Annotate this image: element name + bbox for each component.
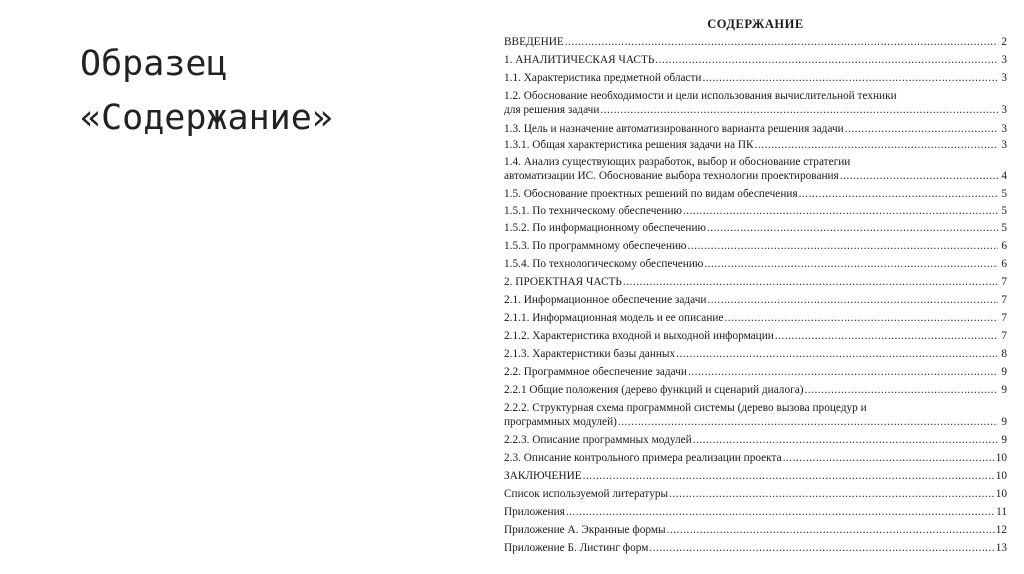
toc-page-number: 3 xyxy=(1001,123,1007,135)
toc-leader-dots xyxy=(618,415,998,429)
slide-title xyxy=(80,37,480,145)
toc-entry xyxy=(504,71,1007,85)
toc-entry xyxy=(504,275,1007,289)
toc-page-number: 4 xyxy=(1001,170,1007,182)
toc-entry-text: ВВЕДЕНИЕ xyxy=(504,36,564,48)
toc-entry-text: Список используемой литературы xyxy=(504,488,669,500)
toc-entry xyxy=(504,469,1007,483)
toc-page-number: 3 xyxy=(1001,72,1007,84)
toc-page-number: 7 xyxy=(1001,276,1007,288)
toc-page-number: 13 xyxy=(995,542,1007,554)
toc-entry xyxy=(504,505,1007,519)
toc-leader-dots xyxy=(676,347,998,361)
toc-page-number: 6 xyxy=(1001,240,1007,252)
toc-entry-text: 2.3. Описание контрольного примера реализации проекта xyxy=(504,452,782,464)
toc-leader-dots xyxy=(845,122,998,136)
toc-page-number: 7 xyxy=(1001,330,1007,342)
toc-page-number: 6 xyxy=(1001,258,1007,270)
toc-leader-dots xyxy=(840,169,998,183)
toc-entry-text: 2.2.3. Описание программных модулей xyxy=(504,434,692,446)
toc-leader-dots xyxy=(775,329,998,343)
toc-page-number: 10 xyxy=(995,488,1007,500)
toc-entry-text: 2.1.3. Характеристики базы данных xyxy=(504,348,676,360)
toc-leader-dots xyxy=(683,204,998,218)
toc-entry-text-line-1: 2.2.2. Структурная схема программной системы (дерево вызова процедур и xyxy=(504,402,867,414)
toc-entry xyxy=(504,311,1007,325)
toc-entry xyxy=(504,433,1007,447)
toc-page-number: 3 xyxy=(1001,54,1007,66)
toc-entry-text: 1. АНАЛИТИЧЕСКАЯ ЧАСТЬ xyxy=(504,54,655,66)
toc-entry xyxy=(504,89,1007,117)
slide-title-line-1: Образец xyxy=(80,44,228,84)
toc-entry-text: 1.5.4. По технологическому обеспечению xyxy=(504,258,704,270)
toc-entry-text: Приложение Б. Листинг форм xyxy=(504,542,649,554)
toc-page-number: 12 xyxy=(995,524,1007,536)
toc-page-number: 5 xyxy=(1001,205,1007,217)
toc-page-number: 2 xyxy=(1001,36,1007,48)
toc-entry xyxy=(504,155,1007,183)
toc-entry xyxy=(504,221,1007,235)
toc-page-number: 9 xyxy=(1001,384,1007,396)
toc-page-number: 10 xyxy=(995,452,1007,464)
slide-title-line-2: «Содержание» xyxy=(80,98,333,138)
toc-entry xyxy=(504,239,1007,253)
toc-leader-dots xyxy=(667,523,995,537)
toc-page-number: 7 xyxy=(1001,312,1007,324)
toc-entry xyxy=(504,138,1007,152)
toc-entry-text: автоматизации ИС. Обоснование выбора технологии проектирования xyxy=(504,170,839,182)
toc-entry-text: 2.2. Программное обеспечение задачи xyxy=(504,366,687,378)
toc-entry xyxy=(504,293,1007,307)
toc-entry-text: 1.5.3. По программному обеспечению xyxy=(504,240,687,252)
toc-entry xyxy=(504,53,1007,67)
toc-page-number: 3 xyxy=(1001,139,1007,151)
toc-leader-dots xyxy=(693,433,998,447)
toc-entry xyxy=(504,523,1007,537)
toc-leader-dots xyxy=(565,35,998,49)
toc-page-number: 10 xyxy=(995,470,1007,482)
table-of-contents-document xyxy=(504,14,1007,562)
toc-leader-dots xyxy=(724,311,998,325)
toc-entry-text: 1.5. Обоснование проектных решений по видам обеспечения xyxy=(504,188,798,200)
toc-leader-dots xyxy=(623,275,998,289)
toc-leader-dots xyxy=(687,239,998,253)
toc-leader-dots xyxy=(702,71,998,85)
toc-leader-dots xyxy=(566,505,995,519)
toc-entry-text: 2. ПРОЕКТНАЯ ЧАСТЬ xyxy=(504,276,622,288)
toc-entry xyxy=(504,122,1007,136)
toc-page-number: 5 xyxy=(1001,188,1007,200)
toc-entry xyxy=(504,487,1007,501)
toc-leader-dots xyxy=(805,383,998,397)
toc-entry xyxy=(504,204,1007,218)
toc-leader-dots xyxy=(783,451,995,465)
toc-entry-text: Приложение А. Экранные формы xyxy=(504,524,666,536)
toc-entry-text-line-1: 1.2. Обоснование необходимости и цели использования вычислительной техники xyxy=(504,90,897,102)
toc-page-number: 7 xyxy=(1001,294,1007,306)
toc-leader-dots xyxy=(688,365,998,379)
toc-entry-text: 2.1.2. Характеристика входной и выходной информации xyxy=(504,330,774,342)
toc-leader-dots xyxy=(600,103,998,117)
toc-leader-dots xyxy=(704,257,998,271)
toc-page-number: 3 xyxy=(1001,104,1007,116)
toc-leader-dots xyxy=(655,53,998,67)
toc-entry-text: 1.5.1. По техническому обеспечению xyxy=(504,205,682,217)
toc-entry xyxy=(504,347,1007,361)
toc-leader-dots xyxy=(649,541,994,555)
toc-leader-dots xyxy=(669,487,995,501)
toc-entry-text: 2.1.1. Информационная модель и ее описание xyxy=(504,312,724,324)
toc-heading: СОДЕРЖАНИЕ xyxy=(707,17,804,31)
toc-leader-dots xyxy=(755,138,998,152)
toc-entry xyxy=(504,541,1007,555)
toc-entry xyxy=(504,35,1007,49)
toc-entry-text-line-1: 1.4. Анализ существующих разработок, выбор и обоснование стратегии xyxy=(504,156,851,168)
toc-entry xyxy=(504,329,1007,343)
toc-entry-text: Приложения xyxy=(504,506,565,518)
toc-page-number: 5 xyxy=(1001,222,1007,234)
toc-page-number: 9 xyxy=(1001,366,1007,378)
toc-entry-text: 1.3.1. Общая характеристика решения задачи на ПК xyxy=(504,139,754,151)
toc-entry-text: 1.5.2. По информационному обеспечению xyxy=(504,222,706,234)
toc-leader-dots xyxy=(583,469,995,483)
toc-leader-dots xyxy=(707,293,998,307)
toc-entry-text: программных модулей) xyxy=(504,416,617,428)
toc-entry xyxy=(504,187,1007,201)
toc-entry-text: ЗАКЛЮЧЕНИЕ xyxy=(504,470,582,482)
toc-leader-dots xyxy=(799,187,998,201)
toc-entry xyxy=(504,383,1007,397)
toc-entry xyxy=(504,257,1007,271)
toc-entry-text: 2.2.1 Общие положения (дерево функций и сценарий диалога) xyxy=(504,384,804,396)
toc-entry-text: 1.3. Цель и назначение автоматизированного варианта решения задачи xyxy=(504,123,844,135)
toc-entry-text: для решения задачи xyxy=(504,104,600,116)
toc-page-number: 9 xyxy=(1001,434,1007,446)
toc-page-number: 9 xyxy=(1001,416,1007,428)
toc-entry xyxy=(504,401,1007,429)
toc-page-number: 8 xyxy=(1001,348,1007,360)
toc-entry-text: 2.1. Информационное обеспечение задачи xyxy=(504,294,707,306)
toc-entry xyxy=(504,451,1007,465)
toc-entry-text: 1.1. Характеристика предметной области xyxy=(504,72,702,84)
toc-leader-dots xyxy=(707,221,998,235)
toc-page-number: 11 xyxy=(996,506,1007,518)
toc-entry xyxy=(504,365,1007,379)
